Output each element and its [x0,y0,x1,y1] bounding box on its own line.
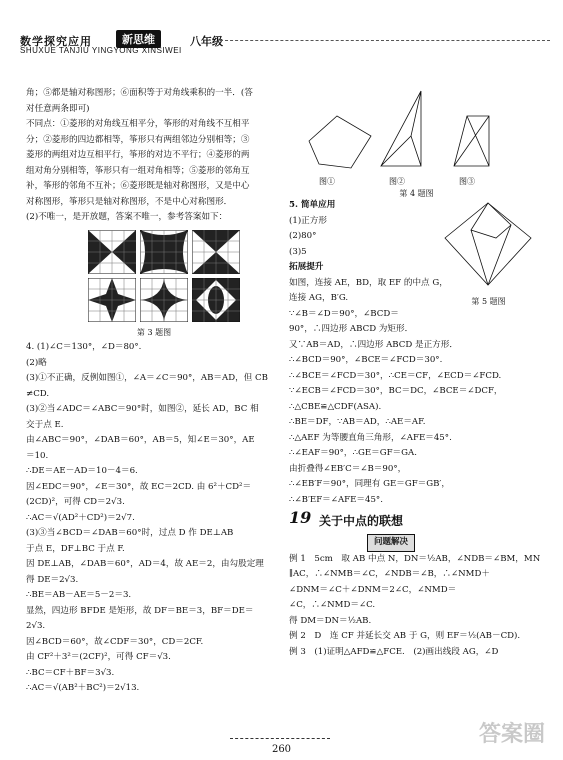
pattern-tile-4 [88,278,136,322]
text-line: ∴∠BCD＝90°，∠BCE＝∠FCD＝30°. [289,355,443,365]
text-line: 补，筝形的邻角不互补；⑥菱形既是轴对称图形，又是中心 [26,181,250,191]
text-line: 交于点 E. [26,419,64,430]
section-title: 关于中点的联想 [319,514,404,528]
watermark-logo: 答案圈 [478,722,545,747]
text-line: 90°，∴四边形 ABCD 为矩形． [289,324,414,334]
text-line: ＝10. [26,450,49,461]
text-line: 因∠BCD＝60°，故∠CDF＝30°，CD＝2CF. [26,636,204,647]
text-line: 因 DE⊥AB，∠DAB＝60°，AD＝4，故 AE＝2，由勾股定理 [26,559,264,569]
fig4-diagrams [289,86,544,186]
header-grade: 八年级 [190,35,223,48]
text-line: 例 3 (1)证明△AFD≌△FCE. (2)画出线段 AG，∠D [289,646,499,657]
fig5-caption: 第 5 题图 [471,297,506,306]
text-line: ∴△AEF 为等腰直角三角形，∠AFE＝45°. [289,432,452,443]
text-line: 组对角分别相等，筝形只有一组对角相等；⑤菱形的邻角互 [26,165,250,176]
text-line: ∴BC＝CF＋BF＝3√3. [26,667,115,678]
text-line: 拓展提升 [289,262,324,272]
fig4-group [289,86,544,198]
text-line: (3)③当∠BCD＝∠DAB＝60°时，过点 D 作 DE⊥AB [26,528,234,538]
text-line: 2√3. [26,621,46,631]
pattern-tile-2 [140,230,188,274]
text-line: 又∵AB＝AD，∴四边形 ABCD 是正方形． [289,339,458,350]
text-line: ∵∠ECB＝∠FCD＝30°，BC＝DC，∠BCE＝∠DCF， [289,386,503,396]
header-subtitle: SHUXUE TANJIU YINGYONG XINSIWEI [20,46,182,55]
text-line: ∴∠BCE＝∠FCD＝30°，∴CE＝CF，∠ECD＝∠FCD. [289,370,502,381]
text-line: 角；⑤都是轴对称图形；⑥面积等于对角线乘积的一半．(答 [26,88,253,98]
text-line: 例 2 D 连 CF 并延长交 AB 于 G，则 EF＝½(AB－CD). [289,631,521,641]
text-line: (3)5 [289,246,307,257]
text-line: 于点 E，DF⊥BC 于点 F. [26,543,125,554]
section-heading [289,510,544,532]
text-line: ∴BE＝AB－AE＝5－2＝3. [26,590,132,600]
page-number-rule [230,738,330,739]
header-title: 数学探究应用 [20,35,92,48]
text-line: (3)①不正确，反例如图①，∠A＝∠C＝90°，AB＝AD，但 CB [26,373,268,383]
text-line: (2CD)²，可得 CD＝2√3. [26,497,125,507]
page-number: 260 [271,744,292,755]
section-number: 19 [289,508,312,527]
text-line: ∴BE＝DF，∵AB＝AD，∴AE＝AF. [289,417,426,427]
fig4-label-1: 图① [319,177,335,186]
text-line: 显然，四边形 BFDE 是矩形，故 DF＝BE＝3，BF＝DE＝ [26,605,254,616]
text-line: 不同点：①菱形的对角线互相平分，筝形的对角线不互相平 [26,119,250,129]
text-line: ∥AC，∴∠NMB＝∠C，∠NDB＝∠B，∴∠NMD＋ [289,569,490,579]
header-rule [220,40,550,41]
text-line: ∴DE＝AE－AD＝10－4＝6. [26,466,138,476]
text-line: 4. (1)∠C＝130°，∠D＝80°. [26,342,142,352]
pattern-tile-5 [140,278,188,322]
pattern-tile-6 [192,278,240,322]
pattern-tile-1 [88,230,136,274]
section5-block [289,198,544,508]
text-line: 分；②菱形的四边都相等，筝形只有两组邻边分别相等；③ [26,134,250,145]
text-line: ∠C，∴∠NMD＝∠C. [289,600,376,610]
text-line: ≠CD. [26,388,50,399]
left-column [26,86,282,697]
text-line: 5. 简单应用 [289,200,336,210]
text-line: (1)正方形 [289,215,327,226]
pattern-tile-3 [192,230,240,274]
text-line: 菱形的两组对边互相平行，筝形的对边不平行；④菱形的两 [26,150,250,160]
pattern-figures [88,230,282,322]
text-line: ∵∠B＝∠D＝90°，∠BCD＝ [289,308,399,319]
fig5-diagram [441,200,536,290]
text-line: 对称图形，筝形只是轴对称图形，不是中心对称图形． [26,196,233,207]
fig4-label-2: 图② [389,177,405,186]
text-line: 因∠EDC＝90°，∠E＝30°，故 EC＝2CD. 由 6²＋CD²＝ [26,481,252,492]
text-line: (2)不唯一，是开放题，答案不唯一，参考答案如下： [26,212,228,222]
text-line: 例 1 5cm 取 AB 中点 N，DN＝½AB，∠NDB＝∠BM，MN [289,553,541,564]
text-line: (3)②当∠ADC＝∠ABC＝90°时，如图②，延长 AD，BC 相 [26,404,259,414]
text-line: ∴∠B′EF＝∠AFE＝45°. [289,494,383,505]
fig4-label-3: 图③ [459,177,475,186]
text-line: ∴∠EAF＝90°，∴GE＝GF＝GA. [289,448,417,458]
fig4-caption: 第 4 题图 [399,189,434,198]
text-line: 由 CF²＋3²＝(2CF)²，可得 CF＝√3. [26,652,171,662]
text-line: (2)略 [26,357,47,368]
fig3-caption: 第 3 题图 [136,327,172,337]
text-line: 得 DE＝2√3. [26,574,79,585]
text-line: ∠DNM＝∠C＋∠DNM＝2∠C，∠NMD＝ [289,584,457,595]
text-line: ∴AC＝√(AB²＋BC²)＝2√13. [26,683,140,693]
text-line: ∴AC＝√(AD²＋CD²)＝2√7. [26,512,135,523]
text-line: (2)80° [289,231,317,241]
problem-solving-label: 问题解决 [367,534,415,552]
header-badge: 新思维 [116,30,161,48]
text-line: 连接 AG，B′G. [289,293,349,303]
text-line: 由∠ABC＝90°，∠DAB＝60°，AB＝5，知∠E＝30°，AE [26,435,255,445]
text-line: ∴∠EB′F＝90°，同理有 GE＝GF＝GB′， [289,479,450,489]
text-line: 对任意两条即可) [26,103,90,114]
text-line: ∴△CBE≌△CDF(ASA). [289,401,382,412]
text-line: 得 DM＝DN＝½AB. [289,615,372,626]
text-line: 由折叠得∠EB′C＝∠B＝90°， [289,463,407,474]
text-line: 如图，连接 AE，BD，取 EF 的中点 G， [289,277,448,288]
right-column [289,86,544,660]
